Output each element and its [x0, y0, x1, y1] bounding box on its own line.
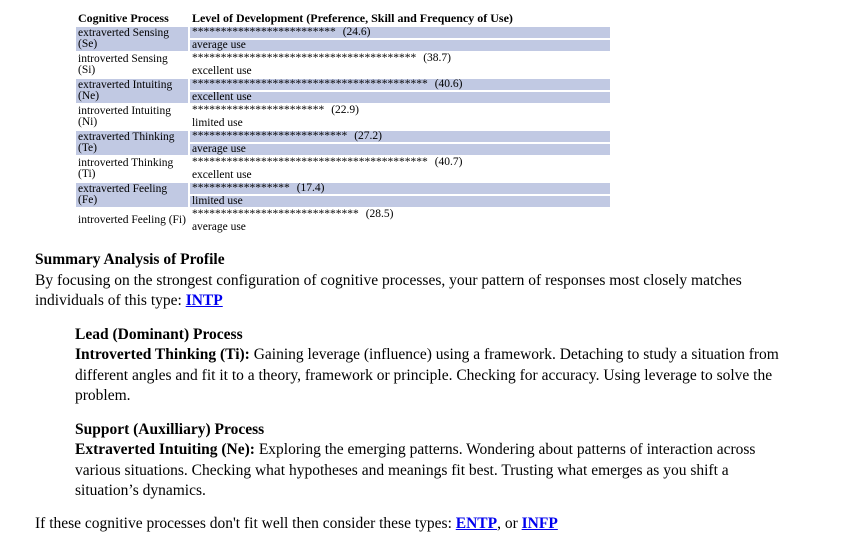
bar-score: (28.5) [365, 209, 394, 220]
support-process-heading: Support (Auxilliary) Process [75, 420, 265, 438]
process-name: extraverted Thinking [78, 130, 175, 143]
type-link-intp[interactable]: INTP [185, 292, 223, 309]
header-cognitive-process: Cognitive Process [78, 11, 169, 25]
lead-process-heading: Lead (Dominant) Process [75, 325, 243, 343]
process-label-fi [76, 209, 188, 233]
process-bar [190, 183, 610, 194]
process-name: introverted Sensing [78, 52, 168, 65]
process-abbr: (Ne) [78, 90, 100, 102]
process-label-fe [76, 183, 188, 207]
process-name: introverted Intuiting [78, 104, 171, 117]
process-bar [190, 209, 610, 220]
process-usage: average use [191, 221, 246, 233]
process-abbr: (Fe) [78, 194, 98, 206]
bar-stars: ************************* [191, 27, 336, 38]
bar-score: (27.2) [354, 131, 382, 142]
support-process-description: Exploring the emerging patterns. Wondering about patterns of interaction across various situations. Checking what hypotheses and meanings fit best. Trusting what emerges as you shift a situation’s dynamics. [75, 441, 756, 499]
process-abbr: (Se) [78, 38, 98, 50]
process-bar [190, 131, 610, 142]
type-link-entp[interactable]: ENTP [455, 514, 498, 532]
bar-score: (24.6) [342, 27, 371, 38]
type-link-infp[interactable]: INFP [521, 514, 558, 532]
bar-stars: ***************************** [191, 209, 359, 220]
summary-analysis-section [35, 250, 835, 534]
summary-heading: Summary Analysis of Profile [35, 251, 225, 268]
support-process-name: Extraverted Intuiting (Ne): [75, 441, 255, 458]
summary-intro [35, 271, 803, 312]
lead-process-name: Introverted Thinking (Ti): [75, 346, 250, 363]
process-label-ni [76, 105, 188, 129]
table-row [76, 27, 610, 38]
process-name: introverted Thinking [78, 156, 174, 169]
bar-score: (40.6) [434, 79, 463, 90]
process-usage: excellent use [190, 92, 610, 103]
summary-intro-text: By focusing on the strongest configuration of cognitive processes, your pattern of responses most closely matches individuals of this type: [35, 271, 742, 309]
alternative-types-separator: , or [497, 514, 522, 532]
process-usage: excellent use [191, 169, 252, 181]
bar-stars: ***************************************** [191, 157, 428, 168]
process-usage: average use [190, 144, 610, 155]
bar-score: (40.7) [434, 157, 463, 168]
cognitive-process-table [74, 10, 612, 235]
support-process-section [75, 420, 787, 502]
process-abbr: (Si) [78, 64, 96, 76]
process-usage: average use [190, 40, 610, 51]
bar-stars: *********************** [191, 105, 325, 116]
process-label-se [76, 27, 188, 51]
table-row [76, 131, 610, 142]
table-row [76, 183, 610, 194]
process-usage: excellent use [191, 65, 252, 77]
table-row [76, 53, 610, 64]
process-bar [190, 53, 610, 64]
table-row [76, 209, 610, 220]
bar-stars: *************************** [191, 131, 348, 142]
process-label-ti [76, 157, 188, 181]
header-level-of-development: Level of Development (Preference, Skill and Frequency of Use) [191, 11, 513, 25]
process-abbr: (Ni) [78, 116, 98, 128]
table-row [76, 157, 610, 168]
bar-stars: ***************** [191, 183, 290, 194]
lead-process-body [75, 345, 787, 407]
bar-stars: *************************************** [191, 53, 417, 64]
table-row [76, 105, 610, 116]
process-label-te [76, 131, 188, 155]
support-process-body [75, 440, 787, 502]
table-header-row [76, 12, 610, 25]
process-abbr: (Te) [78, 142, 97, 154]
table-row [76, 79, 610, 90]
process-name: introverted Feeling (Fi) [78, 214, 186, 227]
process-usage: limited use [190, 196, 610, 207]
process-bar [190, 157, 610, 168]
process-name: extraverted Intuiting [78, 78, 173, 91]
process-bar [190, 27, 610, 38]
process-bar [190, 79, 610, 90]
lead-process-description: Gaining leverage (influence) using a framework. Detaching to study a situation from different angles and fit it to a theory, framework or principle. Checking for accuracy. Using leverage to solve the problem. [75, 346, 779, 404]
process-name: extraverted Sensing [78, 26, 170, 39]
alternative-types-line [35, 514, 803, 535]
bar-score: (22.9) [331, 105, 359, 116]
process-label-si [76, 53, 188, 77]
process-abbr: (Ti) [78, 168, 96, 180]
process-bar [190, 105, 610, 116]
bar-score: (17.4) [296, 183, 325, 194]
lead-process-section [75, 325, 787, 407]
bar-stars: ***************************************** [191, 79, 428, 90]
process-label-ne [76, 79, 188, 103]
process-name: extraverted Feeling [78, 182, 168, 195]
bar-score: (38.7) [423, 53, 451, 64]
process-usage: limited use [191, 117, 243, 129]
alternative-types-text: If these cognitive processes don't fit well then consider these types: [35, 514, 456, 532]
